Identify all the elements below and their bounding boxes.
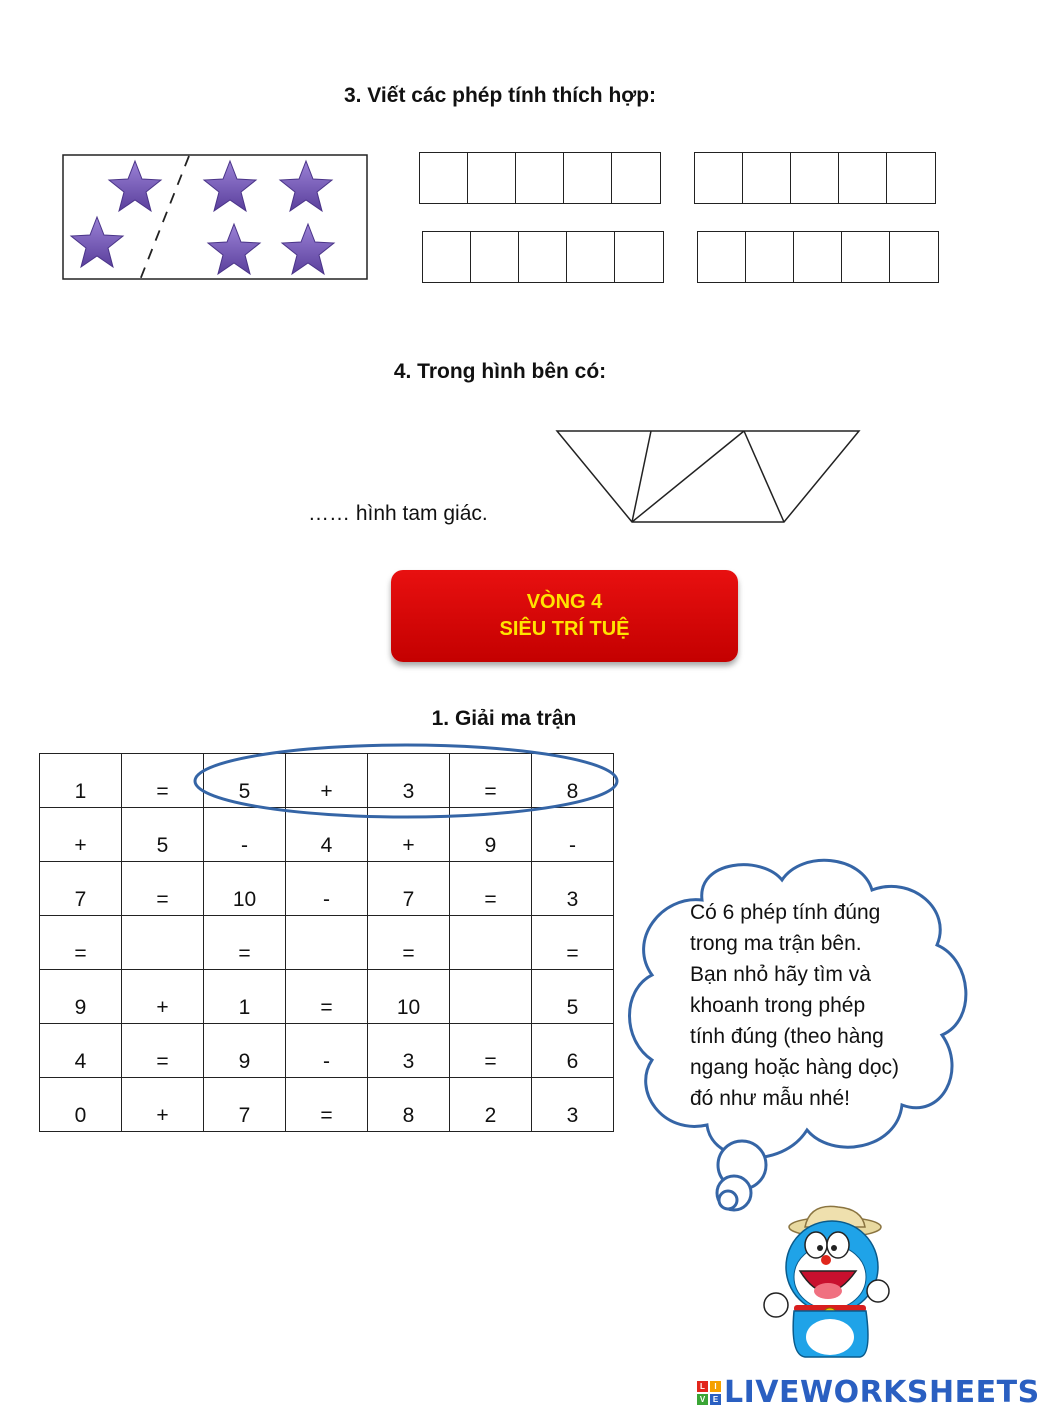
- matrix-cell[interactable]: +: [122, 1078, 204, 1132]
- answer-box[interactable]: [791, 153, 839, 203]
- answer-box[interactable]: [746, 232, 794, 282]
- matrix-row: [40, 970, 614, 1024]
- matrix-cell[interactable]: [450, 970, 532, 1024]
- matrix-title: 1. Giải ma trận: [431, 707, 577, 730]
- bubble-line: khoanh trong phép: [690, 994, 866, 1017]
- matrix-row: [40, 862, 614, 916]
- answer-box[interactable]: [612, 153, 660, 203]
- answer-box[interactable]: [519, 232, 567, 282]
- answer-box[interactable]: [420, 153, 468, 203]
- bubble-line: trong ma trận bên.: [690, 932, 862, 955]
- logo-mark-letter: I: [710, 1381, 721, 1392]
- answer-box[interactable]: [423, 232, 471, 282]
- matrix-row: [40, 1078, 614, 1132]
- answer-box[interactable]: [698, 232, 746, 282]
- bubble-line: ngang hoặc hàng dọc): [690, 1056, 900, 1079]
- matrix-cell[interactable]: 10: [368, 970, 450, 1024]
- answer-box[interactable]: [567, 232, 615, 282]
- bubble-line: đó như mẫu nhé!: [690, 1087, 851, 1110]
- round-banner: [391, 570, 738, 662]
- matrix-cell[interactable]: =: [450, 862, 532, 916]
- bubble-line: tính đúng (theo hàng: [690, 1025, 884, 1048]
- answer-box[interactable]: [615, 232, 663, 282]
- matrix-cell[interactable]: 6: [532, 1024, 614, 1078]
- answer-boxes-1[interactable]: [419, 152, 661, 204]
- banner-line1: VÒNG 4: [526, 591, 603, 613]
- banner-line2: SIÊU TRÍ TUỆ: [499, 618, 630, 640]
- matrix-cell[interactable]: 3: [532, 1078, 614, 1132]
- matrix-cell[interactable]: =: [122, 754, 204, 808]
- answer-box[interactable]: [842, 232, 890, 282]
- matrix-cell[interactable]: 9: [450, 808, 532, 862]
- matrix-cell[interactable]: +: [368, 808, 450, 862]
- matrix-cell[interactable]: =: [532, 916, 614, 970]
- stars-picture: [62, 154, 369, 282]
- matrix-cell[interactable]: +: [286, 754, 368, 808]
- matrix-cell[interactable]: =: [450, 754, 532, 808]
- logo-wordmark: LIVEWORKSHEETS: [724, 1375, 1040, 1410]
- matrix-cell[interactable]: 8: [532, 754, 614, 808]
- matrix-cell[interactable]: =: [368, 916, 450, 970]
- logo-mark-icon: [697, 1381, 721, 1405]
- logo-mark-letter: E: [710, 1394, 721, 1405]
- matrix-cell[interactable]: 2: [450, 1078, 532, 1132]
- section4-title: 4. Trong hình bên có:: [393, 360, 607, 383]
- matrix-cell[interactable]: -: [532, 808, 614, 862]
- matrix-cell[interactable]: =: [122, 1024, 204, 1078]
- matrix-cell[interactable]: 8: [368, 1078, 450, 1132]
- matrix-cell[interactable]: +: [40, 808, 122, 862]
- matrix-cell[interactable]: 10: [204, 862, 286, 916]
- matrix-cell[interactable]: [122, 916, 204, 970]
- liveworksheets-logo: [697, 1375, 1040, 1410]
- answer-boxes-2[interactable]: [694, 152, 936, 204]
- matrix-cell[interactable]: 9: [40, 970, 122, 1024]
- matrix-cell[interactable]: 1: [40, 754, 122, 808]
- matrix-cell[interactable]: =: [450, 1024, 532, 1078]
- matrix-cell[interactable]: 4: [40, 1024, 122, 1078]
- matrix-cell[interactable]: 5: [204, 754, 286, 808]
- answer-box[interactable]: [890, 232, 938, 282]
- answer-box[interactable]: [564, 153, 612, 203]
- bubble-line: Có 6 phép tính đúng: [690, 901, 881, 924]
- matrix-cell[interactable]: 5: [532, 970, 614, 1024]
- answer-box[interactable]: [695, 153, 743, 203]
- matrix-cell[interactable]: [286, 916, 368, 970]
- matrix-cell[interactable]: -: [286, 862, 368, 916]
- section3-title: 3. Viết các phép tính thích hợp:: [343, 84, 657, 107]
- matrix-cell[interactable]: =: [40, 916, 122, 970]
- matrix-cell[interactable]: 1: [204, 970, 286, 1024]
- matrix-cell[interactable]: 5: [122, 808, 204, 862]
- bubble-line: Bạn nhỏ hãy tìm và: [690, 963, 871, 986]
- matrix-cell[interactable]: 9: [204, 1024, 286, 1078]
- answer-box[interactable]: [743, 153, 791, 203]
- triangle-count-answer[interactable]: …… hình tam giác.: [308, 502, 488, 525]
- matrix-cell[interactable]: -: [204, 808, 286, 862]
- logo-mark-letter: L: [697, 1381, 708, 1392]
- matrix-row: [40, 1024, 614, 1078]
- matrix-cell[interactable]: [450, 916, 532, 970]
- matrix-cell[interactable]: 7: [40, 862, 122, 916]
- matrix-cell[interactable]: 0: [40, 1078, 122, 1132]
- matrix-cell[interactable]: +: [122, 970, 204, 1024]
- answer-boxes-3[interactable]: [422, 231, 664, 283]
- matrix-cell[interactable]: 4: [286, 808, 368, 862]
- bubble-text: [690, 897, 940, 1114]
- answer-box[interactable]: [468, 153, 516, 203]
- example-highlight-ellipse: [190, 740, 630, 822]
- matrix-cell[interactable]: 3: [532, 862, 614, 916]
- answer-box[interactable]: [516, 153, 564, 203]
- answer-box[interactable]: [471, 232, 519, 282]
- matrix-cell[interactable]: =: [286, 970, 368, 1024]
- triangle-figure: [552, 428, 864, 528]
- matrix-cell[interactable]: 7: [368, 862, 450, 916]
- doraemon-character-icon: [760, 1205, 890, 1360]
- answer-box[interactable]: [839, 153, 887, 203]
- matrix-cell[interactable]: 3: [368, 1024, 450, 1078]
- logo-mark-letter: V: [697, 1394, 708, 1405]
- matrix-cell[interactable]: =: [204, 916, 286, 970]
- answer-box[interactable]: [887, 153, 935, 203]
- matrix-cell[interactable]: 7: [204, 1078, 286, 1132]
- answer-boxes-4[interactable]: [697, 231, 939, 283]
- matrix-row: [40, 916, 614, 970]
- matrix-cell[interactable]: =: [122, 862, 204, 916]
- matrix-cell[interactable]: -: [286, 1024, 368, 1078]
- matrix-cell[interactable]: =: [286, 1078, 368, 1132]
- matrix-cell[interactable]: 3: [368, 754, 450, 808]
- answer-box[interactable]: [794, 232, 842, 282]
